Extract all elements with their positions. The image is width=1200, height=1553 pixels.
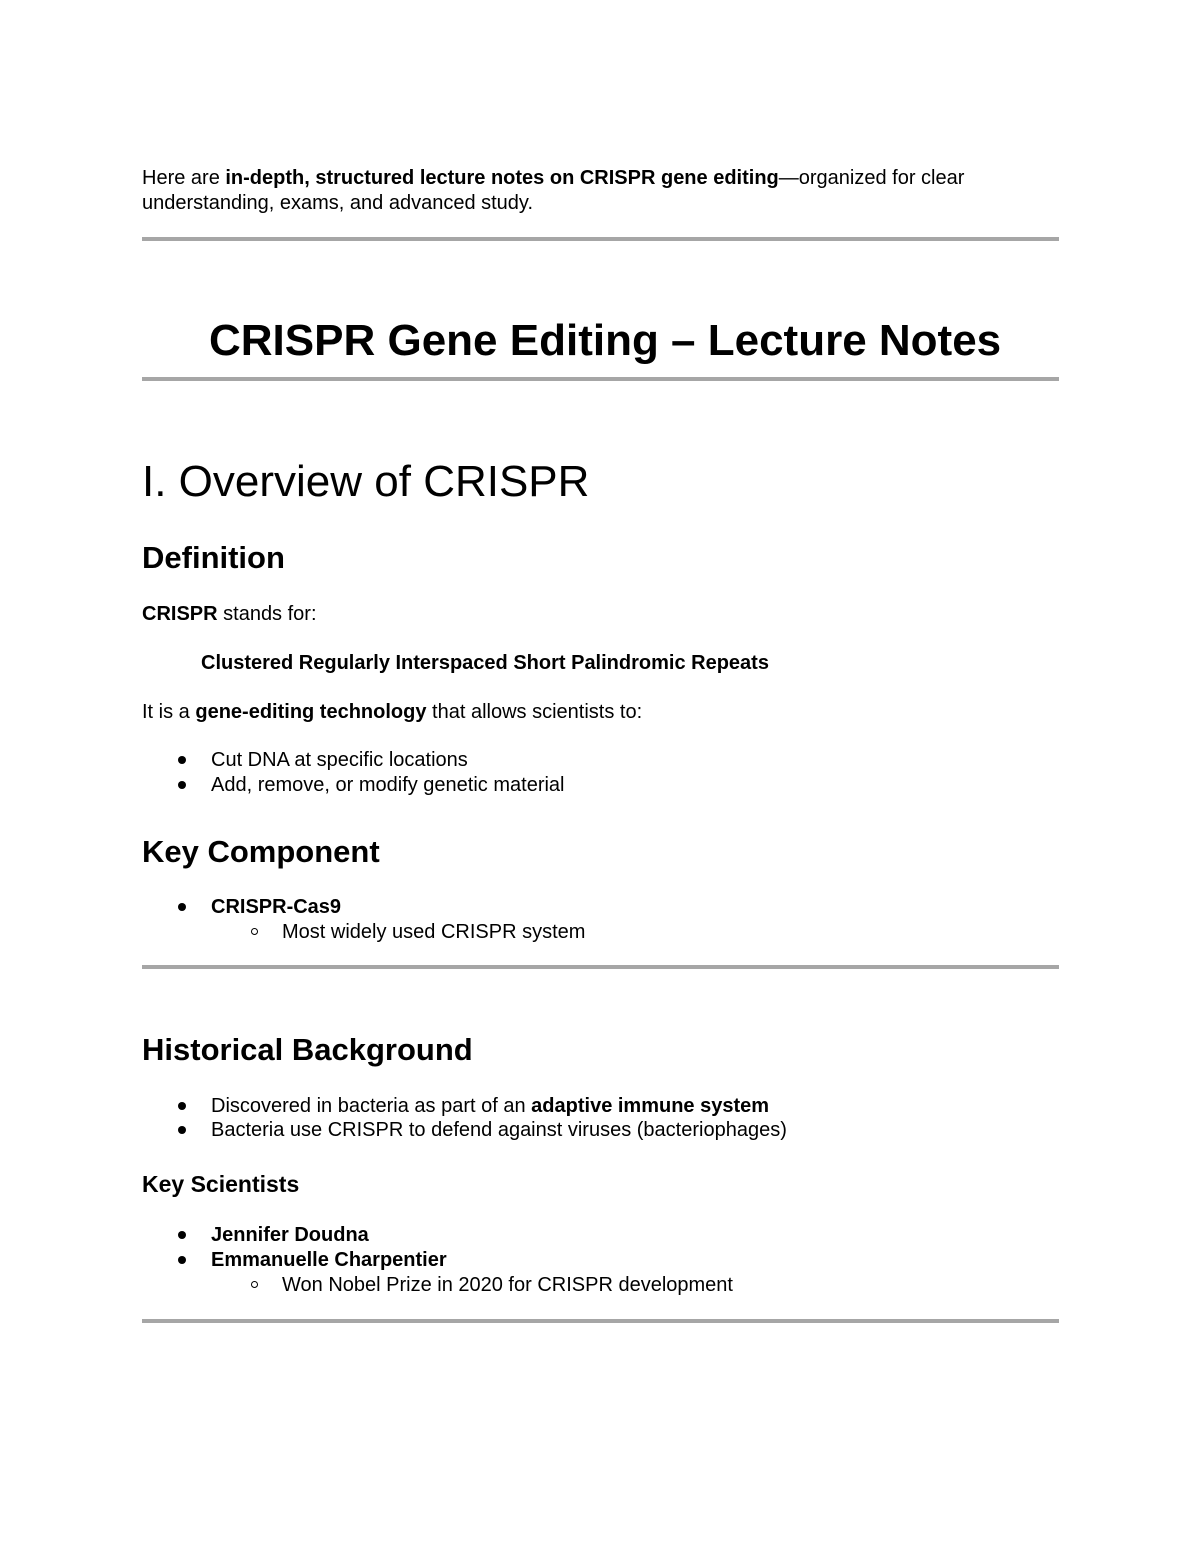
heading-key-component: Key Component: [142, 834, 380, 869]
technology-line: [142, 700, 642, 725]
bullet-icon: [178, 1256, 186, 1264]
heading-key-scientists: Key Scientists: [142, 1171, 300, 1197]
bullet-icon: [178, 756, 186, 764]
divider: [142, 1319, 1059, 1323]
intro-suffix: —organized for clear: [778, 167, 965, 189]
heading-historical-background: Historical Background: [142, 1032, 473, 1067]
sub-bullet-icon: [251, 1281, 258, 1288]
divider: [142, 237, 1059, 241]
list-item: Add, remove, or modify genetic material: [211, 774, 565, 796]
tech-prefix: It is a: [142, 701, 196, 723]
scientist-name: Jennifer Doudna: [211, 1224, 369, 1246]
sub-list-item: Won Nobel Prize in 2020 for CRISPR development: [282, 1274, 733, 1296]
list-item: Cut DNA at specific locations: [211, 749, 468, 771]
list-item: Bacteria use CRISPR to defend against viruses (bacteriophages): [211, 1119, 787, 1141]
intro-line2: understanding, exams, and advanced study.: [142, 192, 533, 214]
bullet1-prefix: Discovered in bacteria as part of an: [211, 1095, 532, 1117]
bullet-icon: [178, 903, 186, 911]
bullet-icon: [178, 781, 186, 789]
heading-definition: Definition: [142, 540, 285, 575]
intro-prefix: Here are: [142, 167, 226, 189]
bullet1-bold: adaptive immune system: [531, 1095, 770, 1117]
bullet-icon: [178, 1231, 186, 1239]
crispr-bold: CRISPR: [142, 603, 218, 625]
sub-bullet-icon: [251, 928, 258, 935]
divider: [142, 377, 1059, 381]
sub-list-item: Most widely used CRISPR system: [282, 921, 586, 943]
bullet-icon: [178, 1126, 186, 1134]
document-title: CRISPR Gene Editing – Lecture Notes: [209, 316, 1002, 365]
stands-for-text: stands for:: [217, 603, 317, 625]
list-item: CRISPR-Cas9: [211, 896, 342, 918]
bullet-icon: [178, 1102, 186, 1110]
crispr-expansion: Clustered Regularly Interspaced Short Palindromic Repeats: [201, 652, 769, 674]
tech-suffix: that allows scientists to:: [426, 701, 643, 723]
intro-bold: in-depth, structured lecture notes on CRISPR gene editing: [225, 167, 779, 189]
tech-bold: gene-editing technology: [195, 701, 427, 723]
section-heading-overview: I. Overview of CRISPR: [142, 457, 590, 506]
list-item: [211, 1094, 769, 1119]
intro-paragraph: [142, 166, 964, 216]
divider: [142, 965, 1059, 969]
stands-for-line: [142, 602, 317, 627]
scientist-name: Emmanuelle Charpentier: [211, 1249, 447, 1271]
